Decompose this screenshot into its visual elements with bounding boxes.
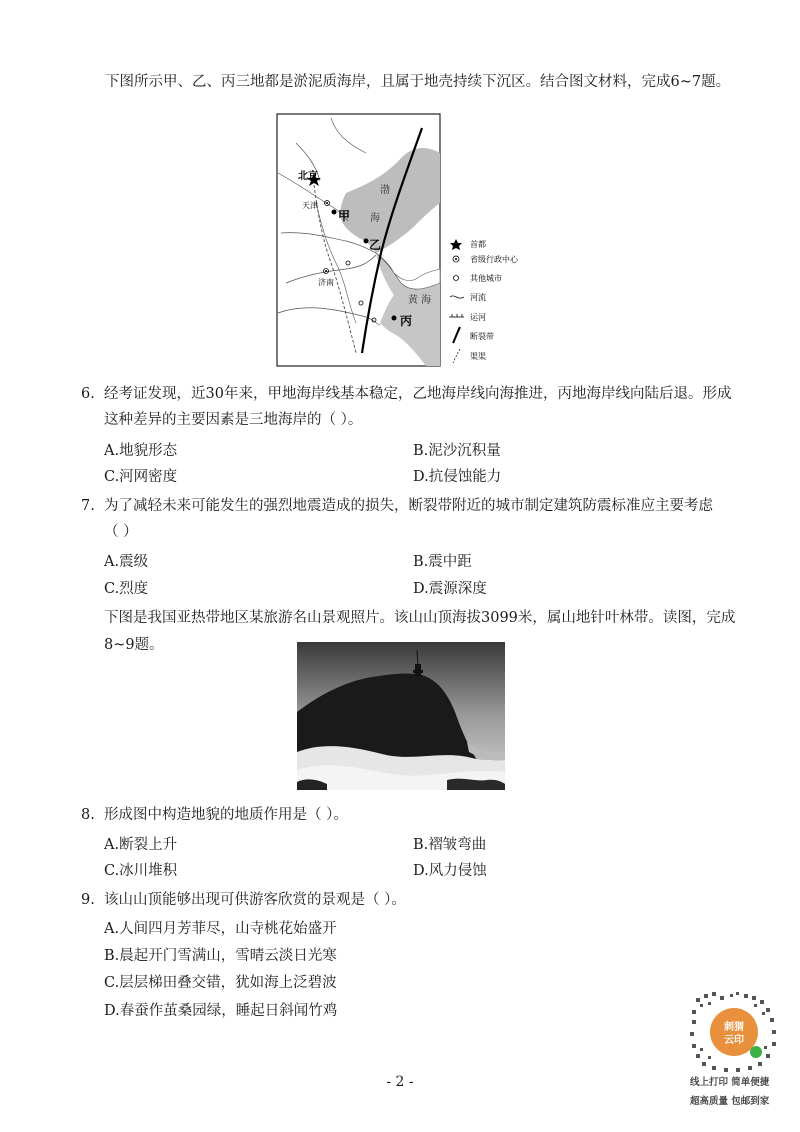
qr-caption-2: 超高质量 包邮到家 [690,1096,770,1107]
question-8-number: 8. [81,807,95,823]
dike-icon [453,349,460,363]
qr-badge-line2: 云印 [724,1035,744,1046]
legend-label-1: 省级行政中心 [470,255,518,264]
star-icon [450,239,462,250]
coastal-map-figure [276,113,526,369]
qr-caption-1: 线上打印 简单便捷 [690,1077,770,1088]
label-jinan: 济南 [318,278,334,287]
question-6-option-c: C.河网密度 [104,469,178,485]
legend-label-2: 其他城市 [470,274,502,283]
question-9-number: 9. [81,892,95,908]
river-icon [450,296,464,298]
question-8-stem: 形成图中构造地貌的地质作用是（ ）。 [104,807,348,823]
label-hai: 海 [370,213,380,224]
label-beijing: 北京 [298,171,318,182]
question-7-option-c: C.烈度 [104,581,149,597]
question-6-stem-line2: 这种差异的主要因素是三地海岸的（ ）。 [104,412,363,428]
legend-label-6: 渠渠 [470,352,486,361]
mini-program-icon [750,1046,762,1058]
legend-label-0: 首都 [470,240,486,249]
label-huanghai: 黄 海 [408,295,432,306]
question-8-option-c: C.冰川堆积 [104,863,178,879]
question-7-number: 7. [81,498,95,514]
qr-badge-line1: 刺猬 [724,1022,744,1033]
label-jia: 甲 [338,209,351,223]
question-8-option-a: A.断裂上升 [104,837,178,853]
question-9-stem: 该山山顶能够出现可供游客欣赏的景观是（ ）。 [104,892,406,908]
label-bing: 丙 [400,314,413,328]
question-6-number: 6. [81,386,95,402]
label-yi: 乙 [369,238,382,252]
question-7-stem-line1: 为了减轻未来可能发生的强烈地震造成的损失，断裂带附近的城市制定建筑防震标准应主要考虑 [104,498,713,514]
label-tianjin: 天津 [302,201,318,210]
question-8-option-b: B.褶皱弯曲 [413,837,487,853]
question-7-option-b: B.震中距 [413,554,472,570]
question-7-stem-line2: （ ） [104,524,138,540]
question-6-stem-line1: 经考证发现，近30年来，甲地海岸线基本稳定，乙地海岸线向海推进，丙地海岸线向陆后退。形成 [104,386,732,402]
intro-text-8-9-line2: 8~9题。 [104,637,164,653]
question-9-option-a: A.人间四月芳菲尽，山寺桃花始盛开 [104,921,337,937]
circle-icon [454,276,459,281]
canal-icon [449,314,464,317]
intro-text-6-7: 下图所示甲、乙、丙三地都是淤泥质海岸，且属于地壳持续下沉区。结合图文材料，完成6~7题。 [105,74,731,90]
qr-code[interactable] [690,990,778,1074]
mountain-photo [297,642,505,790]
question-9-option-d: D.春蚕作茧桑园绿，睡起日斜闻竹鸡 [104,1003,338,1019]
legend-label-5: 断裂带 [470,332,494,341]
fault-icon [453,327,460,343]
question-9-option-b: B.晨起开门雪满山，雪晴云淡日光寒 [104,948,337,964]
question-7-option-a: A.震级 [104,554,149,570]
intro-text-8-9-line1: 下图是我国亚热带地区某旅游名山景观照片。该山山顶海拔3099米，属山地针叶林带。读图，完成 [104,610,736,626]
question-6-option-a: A.地貌形态 [104,443,178,459]
label-bo: 渤 [380,185,390,196]
legend-label-3: 河流 [470,293,486,302]
question-9-option-c: C.层层梯田叠交错，犹如海上泛碧波 [104,975,337,991]
double-circle-icon [453,256,459,262]
question-8-option-d: D.风力侵蚀 [413,863,487,879]
question-6-option-b: B.泥沙沉积量 [413,443,501,459]
question-6-option-d: D.抗侵蚀能力 [413,469,502,485]
question-7-option-d: D.震源深度 [413,581,487,597]
legend-label-4: 运河 [470,313,486,322]
page-number: - 2 - [386,1074,414,1090]
